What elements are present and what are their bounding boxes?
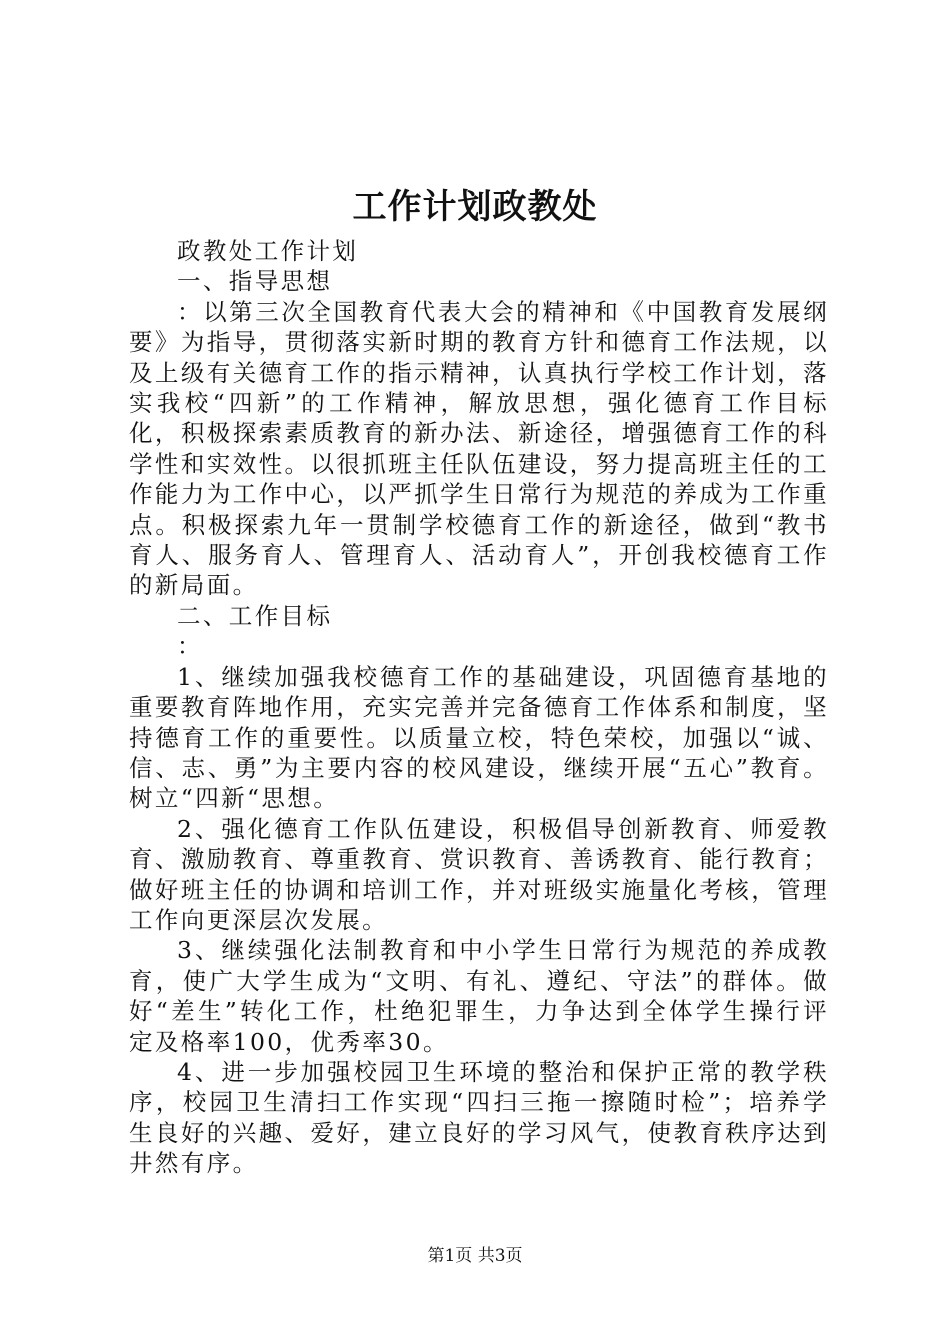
document-body — [129, 236, 829, 1179]
paragraph-heading: 政教处工作计划 — [177, 237, 359, 265]
paragraph-guiding-thought: ：以第三次全国教育代表大会的精神和《中国教育发展纲要》为指导，贯彻落实新时期的教育方针和德育工作法规，以及上级有关德育工作的指示精神，认真执行学校工作计划，落实我校“四新”的工作精神，解放思想，强化德育工作目标化，积极探索素质教育的新办法、新途径，增强德育工作的科学性和实效性。以很抓班主任队伍建设，努力提高班主任的工作能力为工作中心，以严抓学生日常行为规范的养成为工作重点。积极探索九年一贯制学校德育工作的新途径，做到“教书育人、服务育人、管理育人、活动育人”，开创我校德育工作的新局面。 — [129, 297, 829, 600]
page-footer: 第1页 共3页 — [427, 1246, 523, 1266]
paragraph-goal-1: 1、继续加强我校德育工作的基础建设，巩固德育基地的重要教育阵地作用，充实完善并完备德育工作体系和制度，坚持德育工作的重要性。以质量立校，特色荣校，加强以“诚、信、志、勇”为主要内容的校风建设，继续开展“五心”教育。树立“四新“思想。 — [129, 662, 829, 813]
document-title: 工作计划政教处 — [352, 187, 598, 227]
section-heading-guiding-thought: 一、指导思想 — [177, 267, 333, 296]
paragraph-colon: ： — [177, 632, 203, 661]
paragraph-goal-2: 2、强化德育工作队伍建设，积极倡导创新教育、师爱教育、激励教育、尊重教育、赏识教育、善诱教育、能行教育；做好班主任的协调和培训工作，并对班级实施量化考核，管理工作向更深层次发展。 — [129, 814, 829, 934]
section-heading-work-goals: 二、工作目标 — [177, 601, 333, 630]
paragraph-goal-3: 3、继续强化法制教育和中小学生日常行为规范的养成教育，使广大学生成为“文明、有礼、遵纪、守法”的群体。做好“差生”转化工作，杜绝犯罪生，力争达到全体学生操行评定及格率100，优秀率30。 — [129, 936, 829, 1056]
paragraph-goal-4: 4、进一步加强校园卫生环境的整治和保护正常的教学秩序，校园卫生清扫工作实现“四扫三拖一擦随时检”；培养学生良好的兴趣、爱好，建立良好的学习风气，使教育秩序达到井然有序。 — [129, 1057, 829, 1178]
